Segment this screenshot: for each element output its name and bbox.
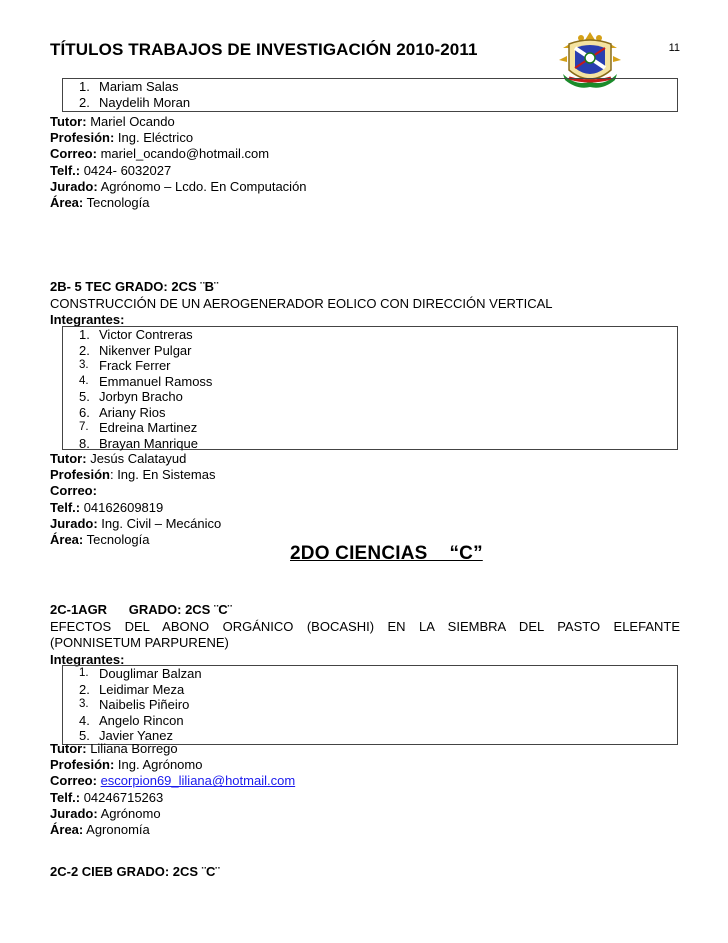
page-number: 11 [668,42,680,54]
member-name: Victor Contreras [99,327,193,342]
jurado-value: Ing. Civil – Mecánico [97,515,222,531]
member-name: Naydelih Moran [99,94,191,110]
member-name: Mariam Salas [99,79,179,94]
profesion-value: Ing. Eléctrico [114,130,194,146]
item-number: 1. [79,79,90,94]
item-number: 5. [79,389,90,404]
area-value: Agronomía [83,821,150,837]
member-name: Edreina Martinez [99,420,198,435]
list-item [63,79,677,95]
item-number: 2. [79,681,90,697]
list-item [63,343,677,359]
project-title-line1: EFECTOS DEL ABONO ORGÁNICO (BOCASHI) EN LA SIEMBRA DEL PASTO ELEFANTE [50,618,680,634]
project-title-line2: (PONNISETUM PARPURENE) [50,635,229,650]
group3-info [50,741,690,838]
telf-label: Telf.: [50,789,81,805]
group4-header [50,864,680,881]
members-list [63,327,677,451]
item-number: 3. [79,698,89,710]
item-number: 7. [79,421,89,433]
area-value: Tecnología [83,194,150,210]
correo-value: mariel_ocando@hotmail.com [96,146,270,162]
integrantes-label: Integrantes: [50,312,125,327]
item-number: 2. [79,94,90,110]
telf-label: Telf.: [50,499,81,515]
item-number: 6. [79,404,90,420]
members-box [62,78,678,112]
correo-label: Correo: [50,146,97,162]
list-item [63,420,677,436]
tutor-label: Tutor: [50,741,87,756]
correo-label: Correo: [50,483,97,499]
members-list [63,666,677,744]
jurado-value: Agrónomo [97,805,161,821]
member-name: Nikenver Pulgar [99,342,192,358]
project-title: CONSTRUCCIÓN DE UN AEROGENERADOR EOLICO CON DIRECCIÓN VERTICAL [50,295,553,311]
section-heading: 2DO CIENCIAS “C” [290,543,483,564]
member-name: Brayan Manrique [99,435,198,451]
item-number: 5. [79,728,90,743]
item-number: 8. [79,435,90,451]
telf-value: 04246715263 [80,789,164,805]
jurado-label: Jurado: [50,515,98,531]
correo-label: Correo: [50,773,97,789]
member-name: Naibelis Piñeiro [99,697,190,712]
member-name: Ariany Rios [99,404,166,420]
item-number: 4. [79,374,89,387]
project-code: 2C-1AGR GRADO: 2CS ¨C¨ [50,602,233,617]
tutor-value: Jesús Calatayud [86,451,187,466]
list-item [63,327,677,343]
members-box [62,326,678,450]
member-name: Leidimar Meza [99,681,185,697]
group2-header [50,279,680,329]
tutor-value: Mariel Ocando [86,114,175,129]
profesion-label: Profesión [50,467,110,483]
integrantes-label: Integrantes: [50,651,125,667]
profesion-label: Profesión: [50,757,115,773]
list-item [63,358,677,374]
jurado-value: Agrónomo – Lcdo. En Computación [97,178,307,194]
member-name: Jorbyn Bracho [99,389,183,404]
jurado-label: Jurado: [50,178,98,194]
area-label: Área: [50,821,84,837]
tutor-value: Liliana Borrego [86,741,178,756]
member-name: Javier Yanez [99,728,173,743]
project-code: 2C-2 CIEB GRADO: 2CS ¨C¨ [50,864,220,879]
list-item [63,697,677,713]
list-item [63,682,677,698]
area-label: Área: [50,194,84,210]
area-label: Área: [50,531,84,547]
item-number: 3. [79,359,89,371]
group1-info [50,114,690,211]
group2-info [50,451,690,548]
jurado-label: Jurado: [50,805,98,821]
list-item [63,405,677,421]
project-code: 2B- 5 TEC GRADO: 2CS ¨B¨ [50,279,219,294]
member-name: Angelo Rincon [99,712,184,728]
members-list [63,79,677,110]
telf-value: 0424- 6032027 [80,162,172,178]
list-item [63,95,677,111]
item-number: 1. [79,667,89,679]
email-link[interactable]: escorpion69_liliana@hotmail.com [100,773,296,789]
profesion-label: Profesión: [50,130,115,146]
document-title: TÍTULOS TRABAJOS DE INVESTIGACIÓN 2010-2011 [50,40,478,59]
item-number: 1. [79,327,90,342]
profesion-value: Ing. Agrónomo [114,757,203,773]
item-number: 4. [79,712,90,728]
list-item [63,713,677,729]
tutor-label: Tutor: [50,114,87,129]
page-header [50,38,680,70]
list-item [63,666,677,682]
telf-label: Telf.: [50,162,81,178]
list-item [63,389,677,405]
member-name: Emmanuel Ramoss [99,373,213,389]
member-name: Douglimar Balzan [99,666,202,681]
member-name: Frack Ferrer [99,358,171,373]
item-number: 2. [79,342,90,358]
members-box [62,665,678,745]
telf-value: 04162609819 [80,499,164,515]
tutor-label: Tutor: [50,451,87,466]
group3-header [50,602,680,668]
list-item [63,374,677,390]
area-value: Tecnología [83,531,150,547]
list-item [63,436,677,452]
profesion-value: : Ing. En Sistemas [109,467,216,483]
